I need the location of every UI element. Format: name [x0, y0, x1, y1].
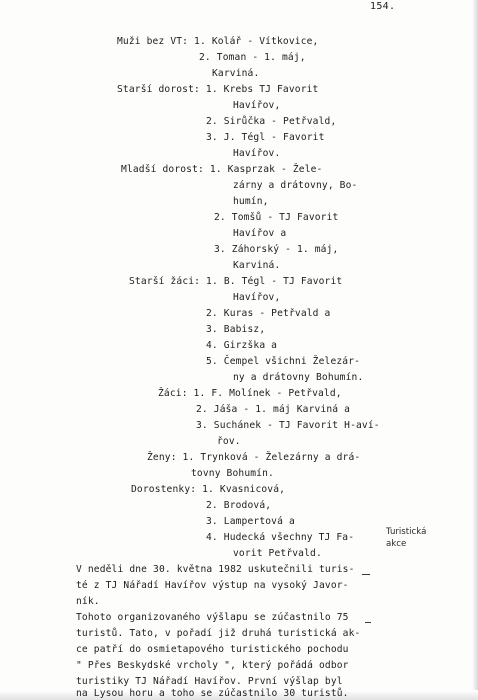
margin-note-line: Turistická	[386, 527, 427, 537]
results-line: řov.	[217, 436, 241, 447]
margin-tick-mark	[362, 574, 370, 575]
results-line: Havířov.	[233, 148, 281, 159]
results-line: Havířov,	[233, 292, 281, 303]
results-line: 2. Toman - 1. máj,	[199, 52, 306, 63]
paragraph-line: turistiky TJ Nářadí Havířov. První výšlap byl	[76, 676, 343, 687]
results-line: Ženy: 1. Trynková - Železárny a drá-	[147, 452, 361, 463]
results-line: Karviná.	[233, 260, 281, 271]
paragraph-line: Tohoto organizovaného výšlapu se zúčastnilo 75	[76, 612, 349, 623]
results-line: ny a drátovny Bohumín.	[233, 372, 364, 383]
results-line: Dorostenky: 1. Kvasnicová,	[131, 484, 286, 495]
paragraph-line: turistů. Tato, v pořadí již druhá turistická ak-	[76, 628, 361, 639]
results-line: Starší dorost: 1. Krebs TJ Favorit	[117, 84, 319, 95]
margin-note	[386, 526, 426, 550]
results-line: Žáci: 1. F. Molínek - Petřvald,	[158, 388, 342, 399]
results-line: Havířov,	[233, 100, 281, 111]
results-line: vorit Petřvald.	[233, 548, 322, 559]
results-line: 2. Tomšů - TJ Favorit	[214, 212, 339, 223]
results-line: 3. Lampertová a	[206, 516, 295, 527]
results-line: 2. Jáša - 1. máj Karviná a	[196, 404, 351, 415]
results-line: Havířov a	[233, 228, 287, 239]
results-line: tovny Bohumín.	[191, 468, 274, 479]
results-line: 3. Záhorský - 1. máj,	[214, 244, 339, 255]
margin-tick-mark	[365, 622, 371, 623]
margin-note-line: akce	[386, 539, 407, 549]
paragraph-line: té z TJ Nářadí Havířov výstup na vysoký Javor-	[76, 580, 349, 591]
results-line: 2. Kuras - Petřvald a	[206, 308, 331, 319]
results-line: Mladší dorost: 1. Kasprzak - Žele-	[121, 164, 323, 175]
paragraph-line: ce patří do osmietapového turistického pochodu	[76, 644, 349, 655]
results-line: 2. Brodová,	[206, 500, 272, 511]
page-number: 154.	[370, 1, 396, 12]
results-line: 4. Girzška a	[206, 340, 278, 351]
results-line: humín,	[233, 196, 269, 207]
results-line: 3. Babisz,	[206, 324, 266, 335]
results-line: 3. Suchánek - TJ Favorit H-aví-	[196, 420, 380, 431]
results-line: Karviná.	[212, 68, 260, 79]
paragraph-line: " Přes Beskydské vrcholy ", který pořádá odbor	[76, 660, 349, 671]
results-line: Muži bez VT: 1. Kolář - Vítkovice,	[117, 36, 319, 47]
results-line: Starší žáci: 1. B. Tégl - TJ Favorit	[129, 276, 343, 287]
results-line: 2. Sirůčka - Petřvald,	[206, 116, 337, 127]
results-line: 4. Hudecká všechny TJ Fa-	[206, 532, 355, 543]
paragraph-line: ník.	[76, 596, 100, 607]
paragraph-line: V neděli dne 30. května 1982 uskutečnili turis-	[76, 564, 355, 575]
paragraph-line: na Lysou horu a toho se zúčastnilo 30 turistů.	[76, 688, 349, 699]
page-edge-shadow	[472, 0, 478, 700]
results-line: zárny a drátovny, Bo-	[233, 180, 358, 191]
results-line: 5. Čempel všichni Železár-	[206, 356, 361, 367]
results-line: 3. J. Tégl - Favorit	[206, 132, 325, 143]
